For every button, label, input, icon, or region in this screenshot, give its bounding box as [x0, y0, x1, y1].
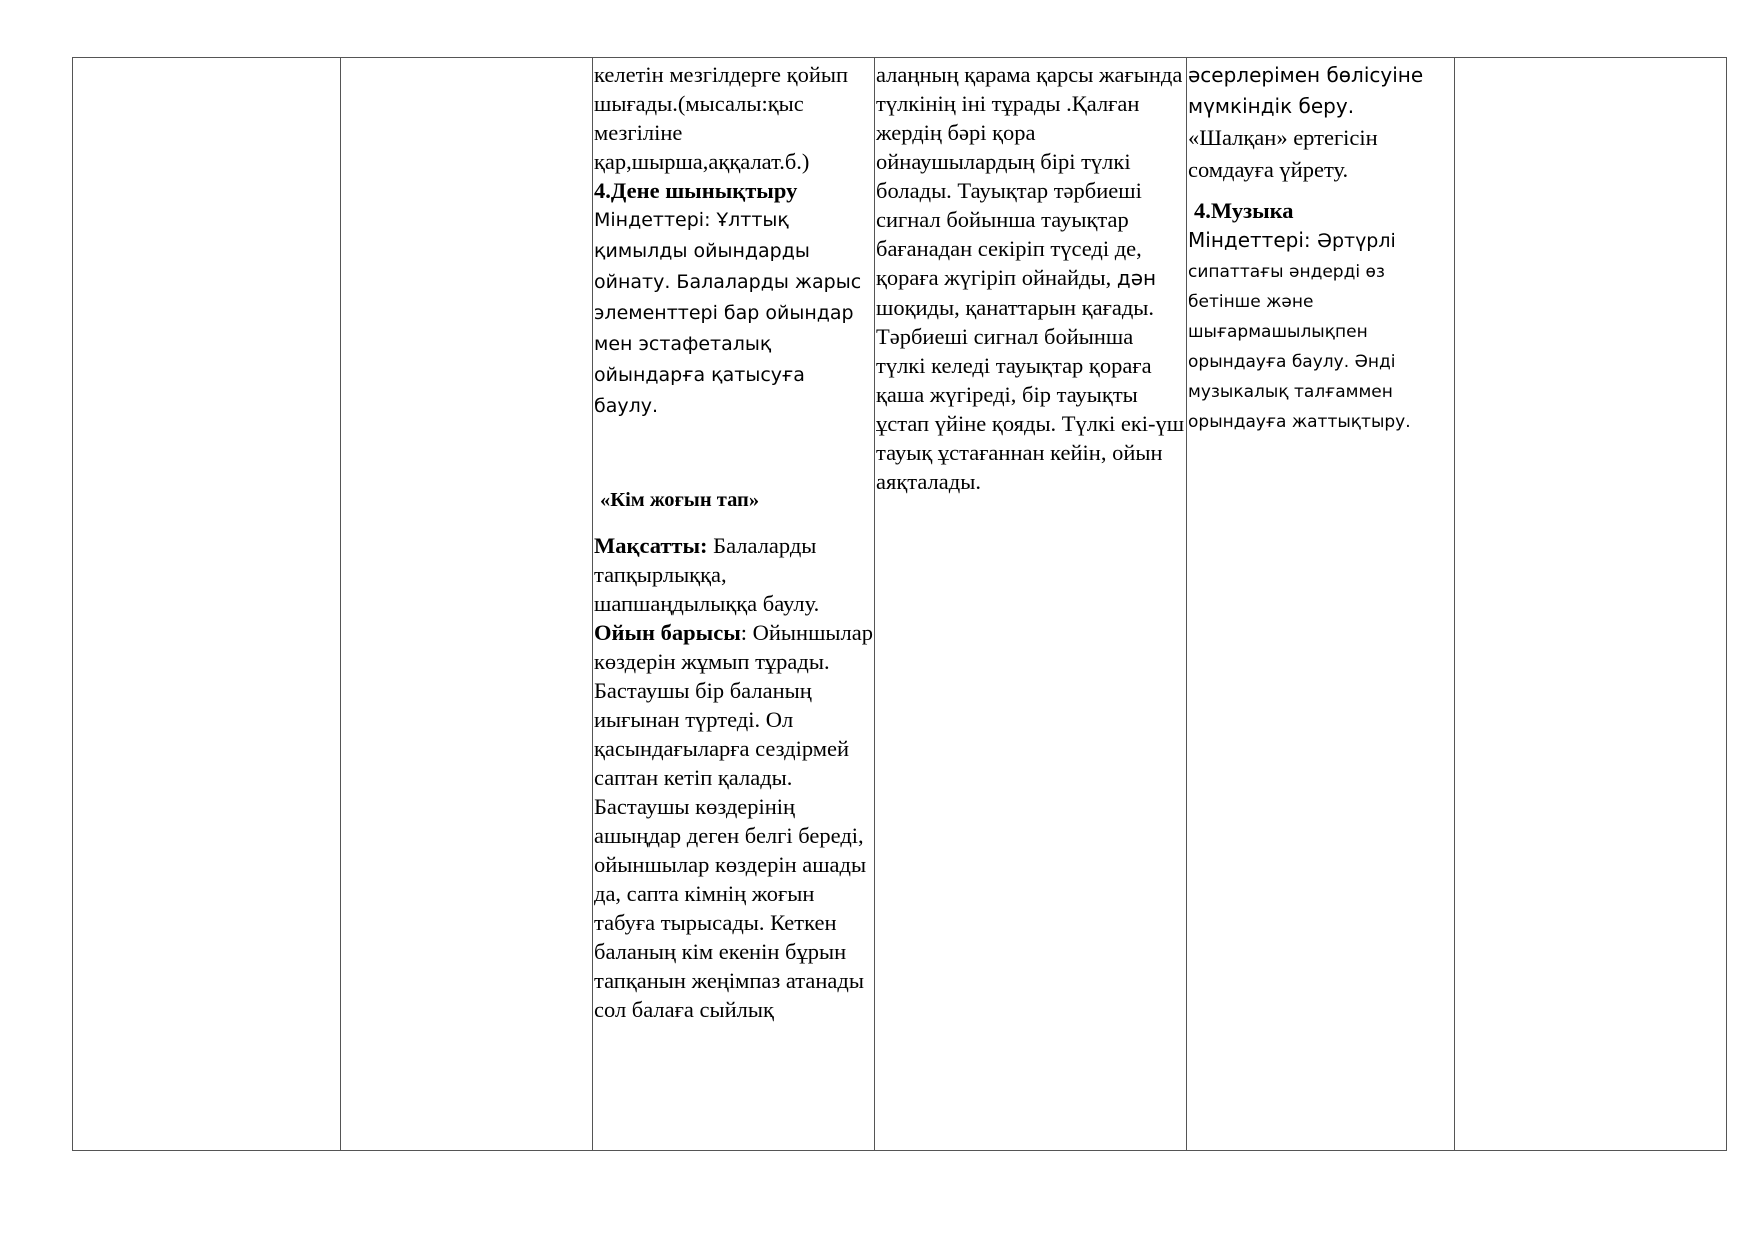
tasks-text: Ұлттық қимылды ойындарды ойнату. Балаларды жарыс элементтері бар ойындар мен эстафеталық ойындарға қатысуға баулу. [594, 209, 862, 417]
music-tasks-label: Міндеттері: [1188, 228, 1317, 252]
sharing-impressions-text: әсерлерімен бөлісуіне мүмкіндік беру. [1188, 63, 1424, 118]
goal-label: Мақсатты: [594, 533, 708, 558]
table-cell-empty-1 [73, 58, 341, 1151]
table-cell-game-description [875, 58, 1187, 1151]
table-cell-empty-6 [1455, 58, 1727, 1151]
fox-and-hens-game-text [876, 60, 1186, 496]
game-process [594, 618, 874, 1024]
game-goal [594, 531, 874, 618]
seasons-game-text: келетін мезгілдерге қойып шығады.(мысалы:қыс мезгіліне қар,шырша,аққалат.б.) [594, 62, 849, 174]
table-cell-activities [593, 58, 875, 1151]
music-heading: 4.Музыка [1194, 198, 1294, 223]
music-tasks [1188, 225, 1454, 437]
game-text-dan: дән [1116, 266, 1157, 290]
physical-education-tasks [594, 205, 874, 422]
game-text-part-b: шоқиды, қанаттарын қағады. Тәрбиеші сигнал бойынша түлкі келеді тауықтар қораға қаша жүгіреді, бір тауықты ұстап үйіне қояды. Түлкі екі-үш тауық ұстағаннан кейін, ойын аяқталады. [876, 295, 1185, 494]
game-text-part-a: алаңның қарама қарсы жағында түлкінің іні тұрады .Қалған жердің бәрі қора ойнаушылардың бірі түлкі болады. Тауықтар тәрбиеші сигнал бойынша тауықтар бағанадан секіріп түседі де, қораға жүгіріп ойнайды, [876, 62, 1183, 290]
table-cell-empty-2 [341, 58, 593, 1151]
shalqan-tale-text: «Шалқан» ертегісін сомдауға үйрету. [1188, 125, 1378, 182]
process-label: Ойын барысы [594, 620, 741, 645]
music-tasks-text-1: Әртүрлі [1316, 230, 1396, 252]
lesson-plan-table [72, 57, 1727, 1151]
table-row [73, 58, 1727, 1151]
music-tasks-text-2: сипаттағы әндерді өз бетінше және шығармашылықпен орындауға баулу. Әнді музыкалық талғаммен орындауға жаттықтыру. [1188, 262, 1411, 432]
game-title: «Кім жоғын тап» [600, 489, 760, 511]
physical-education-heading: 4.Дене шынықтыру [594, 178, 798, 203]
goal-text: Балаларды тапқырлыққа, шапшаңдылыққа баулу. [594, 533, 820, 616]
process-text: : Ойыншылар көздерін жұмып тұрады. Бастаушы бір баланың иығынан түртеді. Ол қасындағыларға сездірмей саптан кетіп қалады. Бастаушы көздерінің ашыңдар деген белгі береді, ойыншылар көздерін ашады да, сапта кімнің жоғын табуға тырысады. Кеткен баланың кім екенін бұрын тапқанын жеңімпаз атанады сол балаға сыйлық [594, 620, 873, 1022]
table-cell-development [1187, 58, 1455, 1151]
tasks-label: Міндеттері: [594, 209, 717, 231]
